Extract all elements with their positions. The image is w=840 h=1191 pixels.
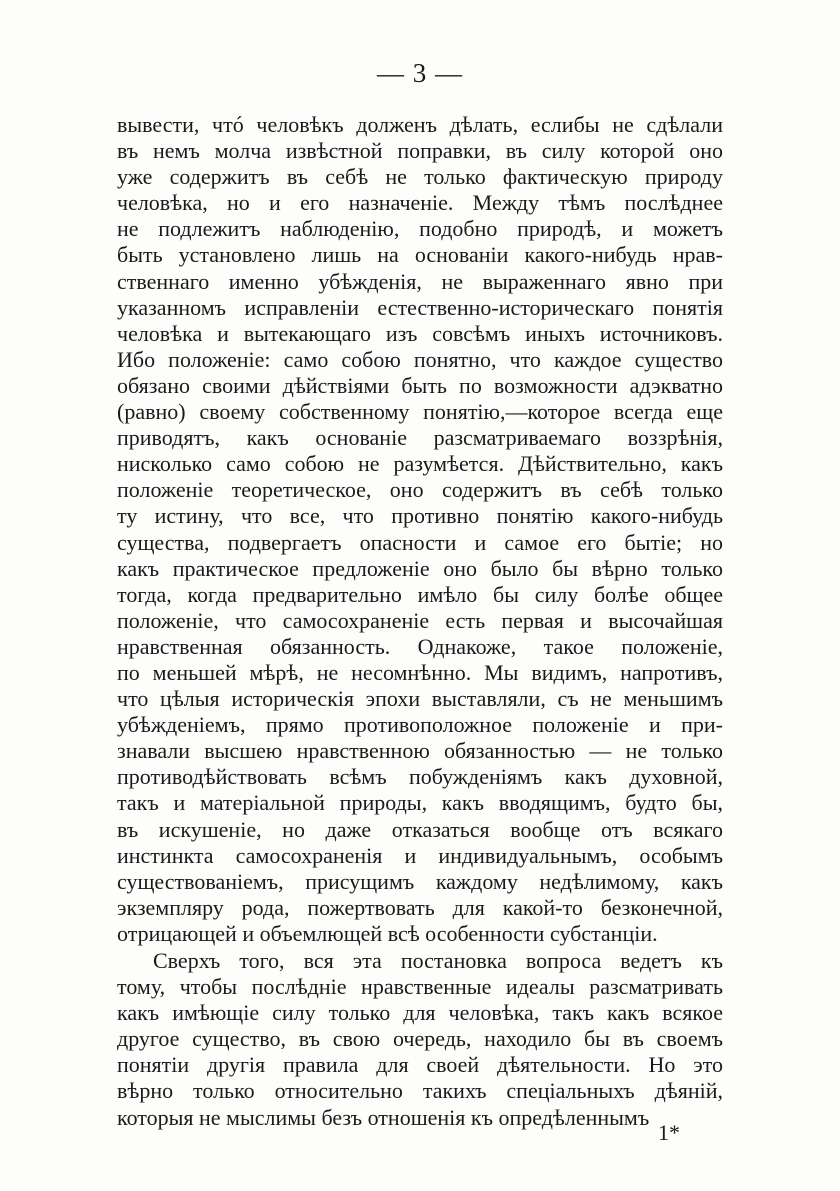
text-line: положеніе теоретическое, оно содержитъ въ себѣ только <box>117 477 723 503</box>
text-line: тому, чтобы послѣдніе нравственные идеалы разсматривать <box>117 974 723 1000</box>
text-line: понятіи другія правила для своей дѣятельности. Но это <box>117 1052 723 1078</box>
text-line: нисколько само собою не разумѣется. Дѣйствительно, какъ <box>117 451 723 477</box>
text-line: такъ и матеріальной природы, какъ вводящимъ, будто бы, <box>117 790 723 816</box>
text-line: не подлежитъ наблюденію, подобно природѣ, и можетъ <box>117 216 723 242</box>
text-line: противодѣйствовать всѣмъ побужденіямъ какъ духовной, <box>117 764 723 790</box>
page-number: — 3 — <box>377 58 463 88</box>
paragraph-2 <box>117 948 723 1131</box>
text-line: вѣрно только относительно такихъ спеціальныхъ дѣяній, <box>117 1078 723 1104</box>
text-line: другое существо, въ свою очередь, находило бы въ своемъ <box>117 1026 723 1052</box>
text-line: (равно) своему собственному понятію,—которое всегда еще <box>117 399 723 425</box>
text-line: тогда, когда предварительно имѣло бы силу болѣе общее <box>117 581 723 607</box>
text-line: человѣка и вытекающаго изъ совсѣмъ иныхъ источниковъ. <box>117 320 723 346</box>
text-line: существованіемъ, присущимъ каждому недѣлимому, какъ <box>117 868 723 894</box>
text-line: убѣжденіемъ, прямо противоположное положеніе и при- <box>117 712 723 738</box>
text-line: знавали высшею нравственною обязанностью — не только <box>117 738 723 764</box>
text-line: что цѣлыя историческія эпохи выставляли, съ не меньшимъ <box>117 686 723 712</box>
signature-mark: 1* <box>658 1120 680 1145</box>
text-line: существа, подвергаетъ опасности и самое его бытіе; но <box>117 529 723 555</box>
text-line: экземпляру рода, пожертвовать для какой-то безконечной, <box>117 894 723 920</box>
text-line: въ искушеніе, но даже отказаться вообще отъ всякаго <box>117 816 723 842</box>
text-line: какъ практическое предложеніе оно было бы вѣрно только <box>117 555 723 581</box>
text-line: ственнаго именно убѣжденія, не выраженнаго явно при <box>117 268 723 294</box>
text-line: обязано своими дѣйствіями быть по возможности адэкватно <box>117 372 723 398</box>
text-line: Сверхъ того, вся эта постановка вопроса ведетъ къ <box>153 948 723 973</box>
text-line: приводятъ, какъ основаніе разсматриваемаго воззрѣнія, <box>117 425 723 451</box>
text-line: нравственная обязанность. Однакоже, такое положеніе, <box>117 633 723 659</box>
text-line: какъ имѣющіе силу только для человѣка, такъ какъ всякое <box>117 1000 723 1026</box>
page-body <box>117 112 723 1131</box>
text-line: человѣка, но и его назначеніе. Между тѣмъ послѣднее <box>117 190 723 216</box>
text-line: быть установлено лишь на основаніи какого-нибудь нрав- <box>117 242 723 268</box>
text-line: вывести, чтó человѣкъ долженъ дѣлать, еслибы не сдѣлали <box>117 112 723 137</box>
paragraph-1 <box>117 112 723 947</box>
text-line: уже содержитъ въ себѣ не только фактическую природу <box>117 164 723 190</box>
text-line: Ибо положеніе: само собою понятно, что каждое существо <box>117 346 723 372</box>
text-line: которыя не мыслимы безъ отношенія къ опредѣленнымъ <box>117 1104 650 1130</box>
text-line: по меньшей мѣрѣ, не несомнѣнно. Мы видимъ, напротивъ, <box>117 659 723 685</box>
text-line: положеніе, что самосохраненіе есть первая и высочайшая <box>117 607 723 633</box>
text-line: въ немъ молча извѣстной поправки, въ силу которой оно <box>117 138 723 164</box>
text-line: инстинкта самосохраненія и индивидуальнымъ, особымъ <box>117 842 723 868</box>
text-line: ту истину, что все, что противно понятію какого-нибудь <box>117 503 723 529</box>
text-line: отрицающей и объемлющей всѣ особенности субстанціи. <box>117 920 658 946</box>
text-line: указанномъ исправленіи естественно-историческаго понятія <box>117 294 723 320</box>
